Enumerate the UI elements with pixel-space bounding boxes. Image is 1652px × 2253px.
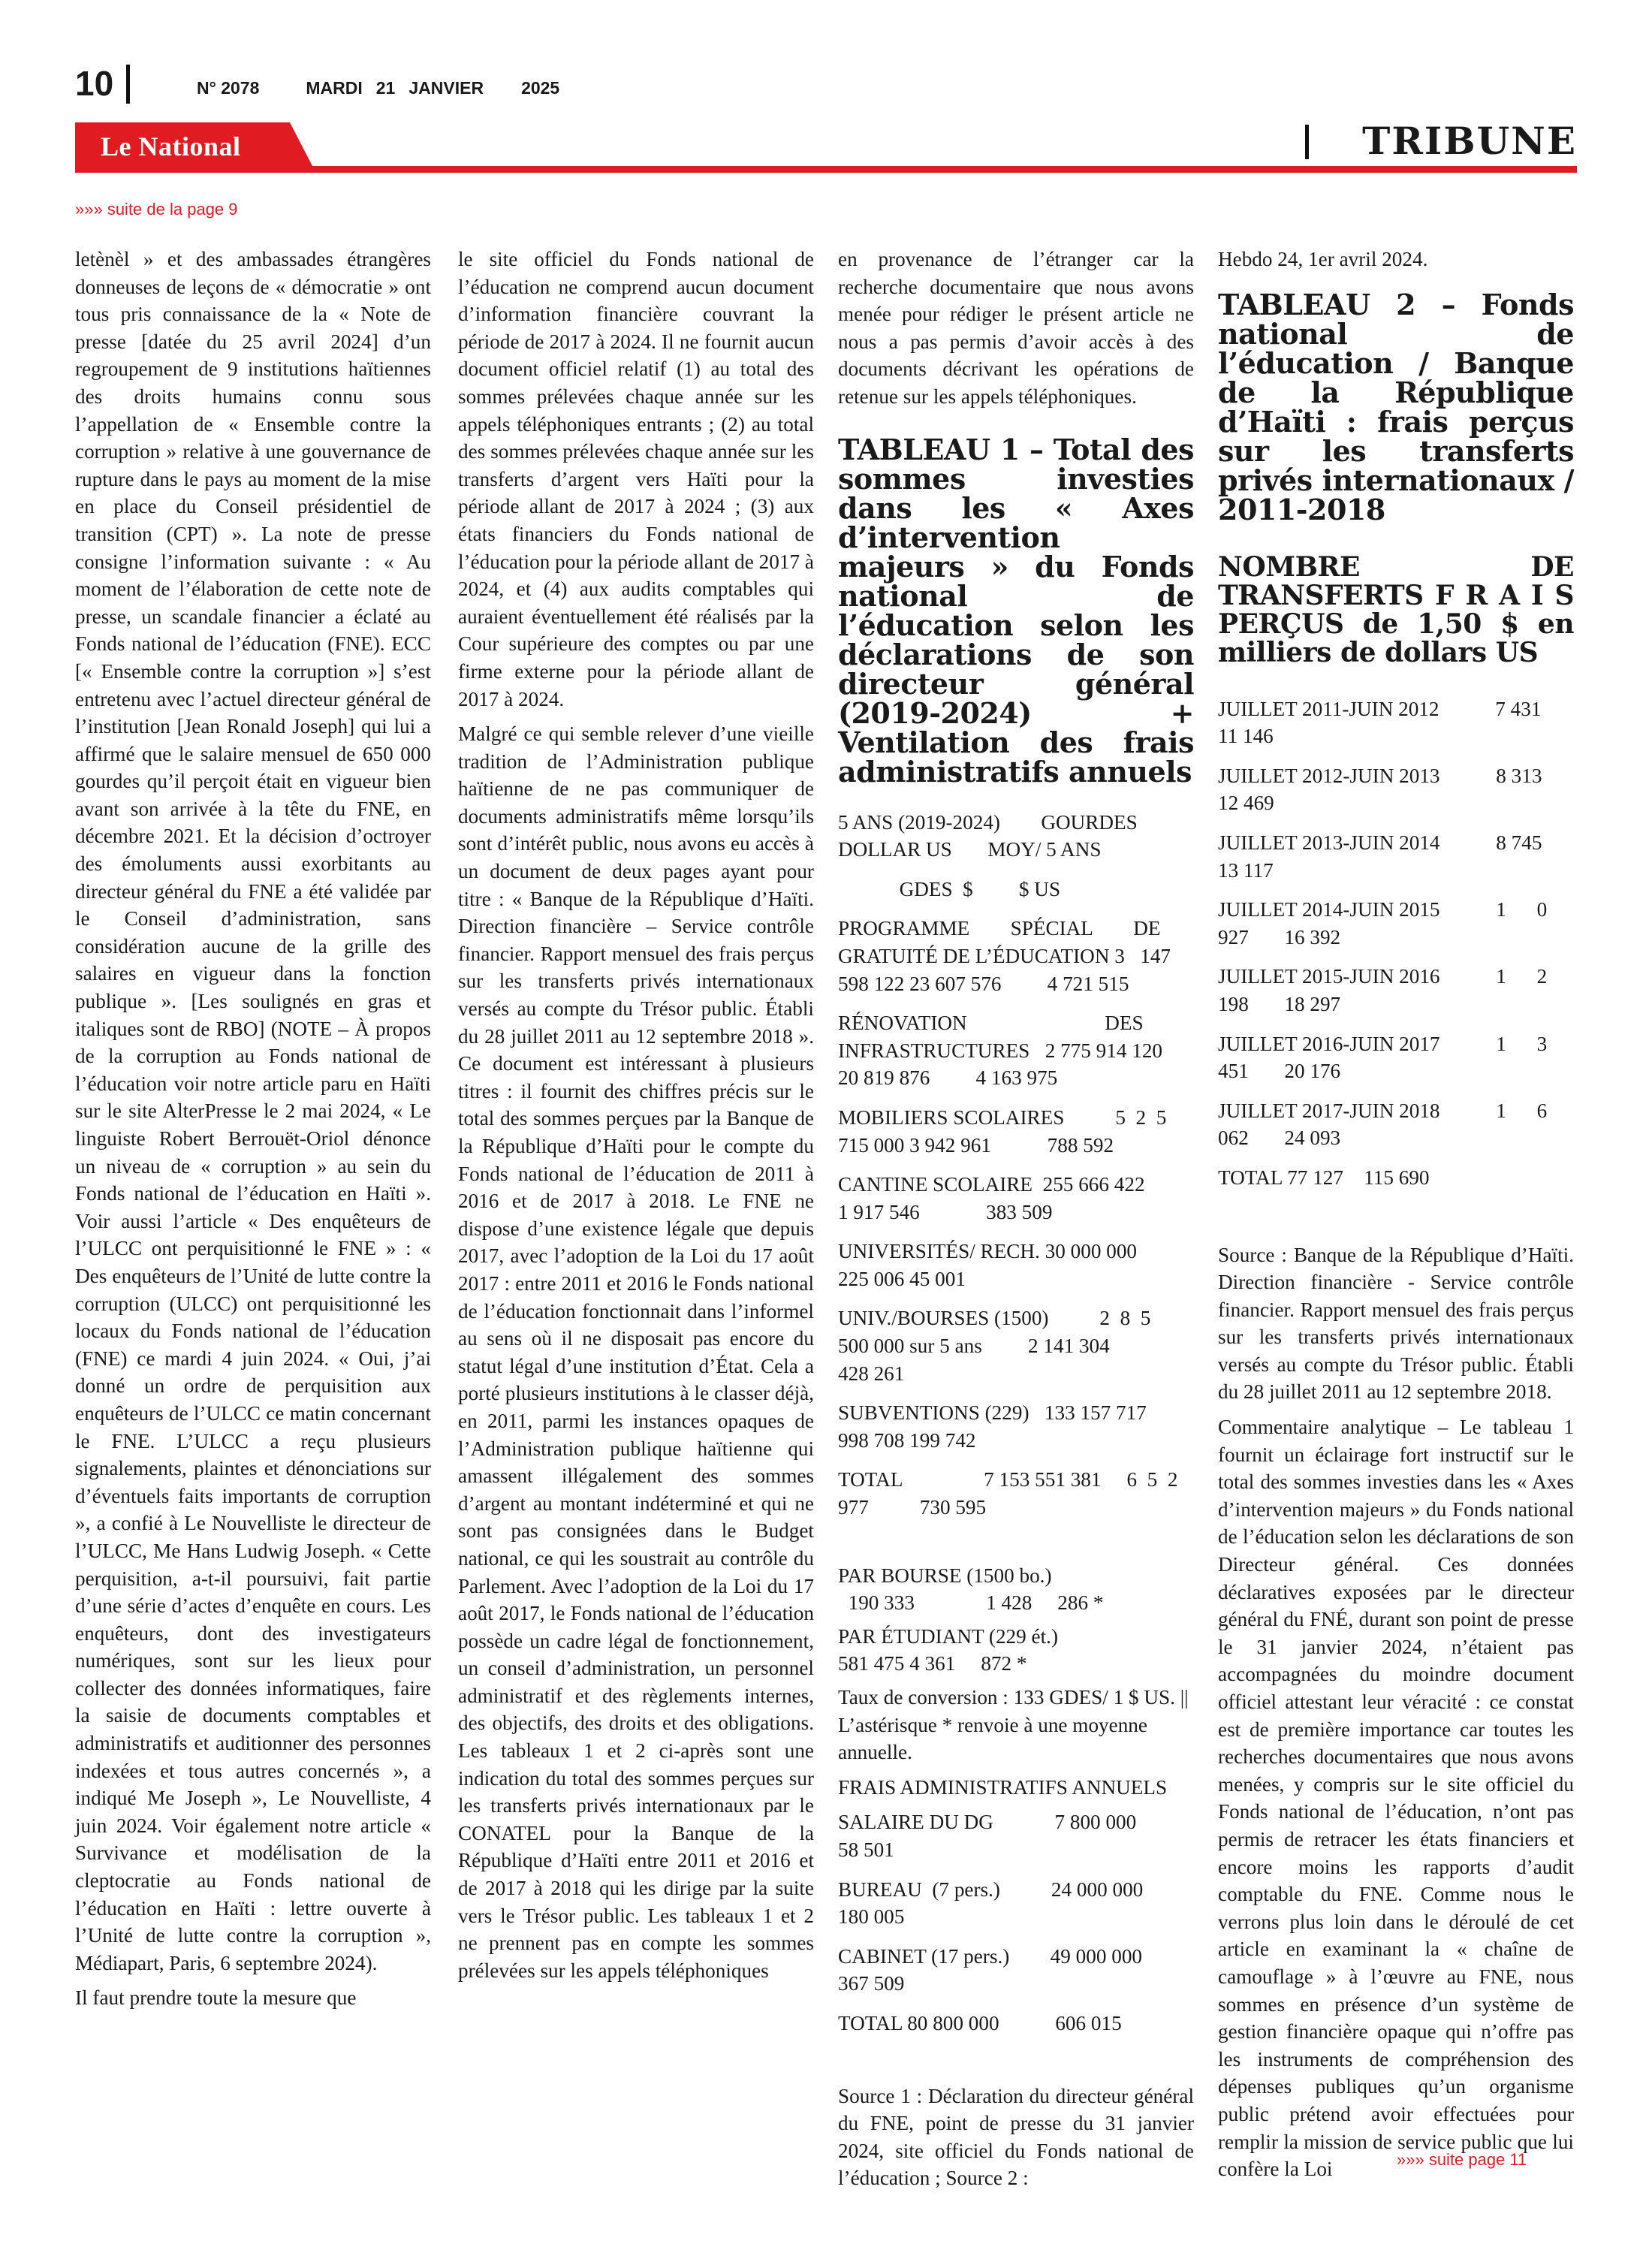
table-row: PROGRAMME SPÉCIAL DE GRATUITÉ DE L’ÉDUCATION 3 147 598 122 23 607 576 4 721 515 [838,917,1171,995]
table-row: SUBVENTIONS (229) 133 157 717 998 708 199 742 [838,1401,1147,1452]
paragraph: le site officiel du Fonds national de l’éducation ne comprend aucun document d’information financière couvrant la période de 2017 à 2024. Il ne fournit aucun document officiel relatif (1) au total des sommes prélevées chaque année sur les appels téléphoniques entrants ; (2) au total des sommes prélevées chaque année sur les transferts d’argent vers Haïti pour la période allant de 2017 à 2024 ; (3) aux états financiers du Fonds national de l’éducation pour la période allant de 2017 à 2024, et (4) aux audits comptables qui auraient éventuellement été réalisés par la Cour supérieure des comptes ou par une firme externe pour la période allant de 2017 à 2024. [458,248,814,710]
continued-from-link[interactable]: »»» suite de la page 9 [75,200,238,219]
paragraph: letènèl » et des ambassades étrangères donneuses de leçons de « démocratie » ont tous pris connaissance de la « Note de presse [datée du 25 avril 2024] d’un regroupement de 9 institutions haïtiennes des droits humains connu sous l’appellation de « Ensemble contre la corruption » relative à une gouvernance de rupture dans le pays au moment de la mise en place du Conseil présidentiel de transition (CPT) ». La note de presse consigne l’information suivante : « Au moment de l’élaboration de cette note de presse, un scandale financier a éclaté au Fonds national de l’éducation (FNE). ECC [« Ensemble contre la corruption »] s’est entretenu avec l’actuel directeur général de l’institution [Jean Ronald Joseph] qui lui a affirmé que le salaire mensuel de 650 000 gourdes qu’il perçoit était en vigueur bien avant son arrivée à la tête du FNE, en décembre 2021. Et la décision d’octroyer des émoluments aussi exorbitants au directeur général du FNE a été validée par le Conseil d’administration, sans considération aucune de la grille des salaires en vigueur dans la fonction publique ». [Les soulignés en gras et italiques sont de RBO] (NOTE – À propos de la corruption au Fonds national de l’éducation voir notre article paru en Haïti sur le site AlterPresse le 2 mai 2024, « Le linguiste Robert Berrouët-Oriol dénonce un niveau de « corruption » au sein du Fonds national de l’éducation en Haïti ». Voir aussi l’article « Des enquêteurs de l’ULCC ont perquisitionné le FNE » : « Des enquêteurs de l’Unité de lutte contre la corruption (ULCC) ont perquisitionné les locaux du Fonds national de l’éducation (FNE) ce mardi 4 juin 2024. « Oui, j’ai donné un ordre de perquisition aux enquêteurs de l’ULCC ce matin concernant le FNE. L’ULCC a reçu plusieurs signalements, plaintes et dénonciations sur d’éventuels faits importants de corruption », a confié à Le Nouvelliste le directeur de l’ULCC, Me Hans Ludwig Joseph. « Cette perquisition, a-t-il poursuivi, fait partie d’une série d’actes d’enquête en cours. Les enquêteurs, dont des investigateurs numériques, sont sur les lieux pour collecter des données informatiques, faire la saisie de documents comptables et administratifs et auditionner des personnes indexées et tous autres concernés », a indiqué Me Joseph », Le Nouvelliste, 4 juin 2024. Voir également notre article « Survivance et modélisation de la cleptocratie au Fonds national de l’éducation en Haïti : lettre ouverte à l’Unité de lutte contre la corruption », Médiapart, Paris, 6 septembre 2024). [75,248,431,1974]
table-row: TOTAL 7 153 551 381 6 5 2 977 730 595 [838,1468,1178,1519]
page-number-divider [126,65,130,104]
table-row: JUILLET 2012-JUIN 2013 8 313 12 469 [1218,764,1542,815]
newspaper-logo [75,122,312,166]
issue-number: N° 2078 [197,78,260,98]
table-row: JUILLET 2016-JUIN 2017 1 3 451 20 176 [1218,1032,1548,1083]
table-row: UNIVERSITÉS/ RECH. 30 000 000 225 006 45 001 [838,1240,1138,1290]
table-1 [838,809,1194,1522]
article-column-2 [458,246,814,1992]
table-row: JUILLET 2014-JUIN 2015 1 0 927 16 392 [1218,898,1548,949]
logo-text: Le National [101,131,241,161]
paragraph: Commentaire analytique – Le tableau 1 fournit un éclairage fort instructif sur le total des sommes investies dans les « Axes d’intervention majeurs » du Fonds national de l’éducation selon les déclarations de son Directeur général. Ces données déclaratives exposées par le directeur général du FNÉ, durant son point de presse le 31 janvier 2024, n’étaient pas accompagnées du moindre document officiel attestant leur véracité : ce constat est de première importance car toutes les recherches documentaires que nous avons menées, y compris sur le site officiel du Fonds national de l’éducation, n’ont pas permis de retracer les états financiers et encore moins les rapports d’audit comptable du FNE. Comme nous le verrons plus loin dans le déroulé de cet article en examinant la « chaîne de camouflage » à l’œuvre au FNE, nous sommes en présence d’un système de gestion financière opaque qui n’offre pas les instruments de compréhension des dépenses publiques qu’un organisme public prétend avoir effectuées pour remplir la mission de service public que lui confère la Loi [1218,1416,1574,2181]
paragraph: Il faut prendre toute la mesure que [75,1986,357,2010]
header-rule [75,166,1577,173]
spacer [838,2049,1194,2083]
table-row: BUREAU (7 pers.) 24 000 000 180 005 [838,1878,1144,1929]
table-2-source: Source : Banque de la République d’Haïti. Direction financière - Service contrôle financier. Rapport mensuel des frais perçus sur les transferts privés internationaux versés au compte du Trésor public. Établi du 28 juillet 2011 au 12 septembre 2018. [1218,1243,1574,1404]
issue-date: 21 [375,78,396,98]
table-row: PAR ÉTUDIANT (229 ét.) 581 475 4 361 872 * [838,1624,1059,1675]
paragraph: Malgré ce qui semble relever d’une vieille tradition de l’Administration publique haïtienne de ne pas communiquer de documents administratifs même lorsqu’ils sont d’intérêt public, nous avons eu accès à un document de deux pages ayant pour titre : « Banque de la République d’Haïti. Direction financière – Service contrôle financier. Rapport mensuel des frais perçus sur les transferts privés internationaux versés au compte du Trésor public. Établi du 28 juillet 2011 au 12 septembre 2018 ». Ce document est intéressant à plusieurs titres : il fournit des chiffres précis sur le total des sommes perçues par la Banque de la République d’Haïti pour le compte du Fonds national de l’éducation de 2011 à 2016 et de 2017 à 2018. Le FNE ne dispose d’une existence légale que depuis 2017, avec l’adoption de la Loi du 17 août 2017 : entre 2011 et 2016 le Fonds national de l’éducation fonctionnait dans l’informel au sens où il ne disposait pas encore du statut légal d’une institution d’État. Cela a porté plusieurs institutions à le classer déjà, en 2011, parmi les instances opaques de l’Administration publique haïtienne qui amassent illégalement des sommes d’argent au montant indéterminé et qui ne sont pas consignées dans le Budget national, ce qui les soustrait au contrôle du Parlement. Avec l’adoption de la Loi du 17 août 2017, le Fonds national de l’éducation possède un cadre légal de fonctionnement, un conseil d’administration, un personnel administratif et des règlements internes, des objectifs, des droits et des obligations. Les tableaux 1 et 2 ci-après sont une indication du total des sommes perçues sur les transferts privés internationaux par le CONATEL pour la Banque de la République d’Haïti entre 2011 et 2016 et de 2017 à 2018 qui les dirige par la suite vers le Trésor public. Les tableaux 1 et 2 ne prennent pas en compte les sommes prélevées sur les appels téléphoniques [458,722,814,1982]
issue-year: 2025 [521,78,560,98]
section-title: TRIBUNE [1362,119,1577,163]
table-2 [1218,695,1574,1192]
article-column-3 [838,246,1194,2200]
conversion-note: Taux de conversion : 133 GDES/ 1 $ US. || L’astérisque * renvoie à une moyenne annuelle. [838,1686,1189,1764]
table-1-source: Source 1 : Déclaration du directeur général du FNE, point de presse du 31 janvier 2024, site officiel du Fonds national de l’éducation ; Source 2 : [838,2084,1194,2190]
table-row: UNIV./BOURSES (1500) 2 8 5 500 000 sur 5 ans 2 141 304 428 261 [838,1307,1151,1385]
table-row: JUILLET 2011-JUIN 2012 7 431 11 146 [1218,697,1542,748]
admin-fees-table [838,1808,1194,2037]
table-row: CANTINE SCOLAIRE 255 666 422 1 917 546 383 509 [838,1173,1145,1223]
issue-day: MARDI [306,78,363,98]
spacer [1218,1204,1574,1241]
table-2-title: TABLEAU 2 – Fonds national de l’éducation / Banque de la République d’Haïti : frais perçus sur les transferts privés internationaux / 2011-2018 [1218,287,1574,526]
table-2-subtitle: NOMBRE DE TRANSFERTS F R A I S PERÇUS de 1,50 $ en milliers de dollars US [1218,550,1574,668]
table-row: JUILLET 2015-JUIN 2016 1 2 198 18 297 [1218,965,1548,1015]
table-row: TOTAL 77 127 115 690 [1218,1166,1430,1189]
table-row: MOBILIERS SCOLAIRES 5 2 5 715 000 3 942 961 788 592 [838,1105,1167,1157]
continued-to-link[interactable]: »»» suite page 11 [1397,2150,1527,2169]
table-row: 5 ANS (2019-2024) GOURDES DOLLAR US MOY/ 5 ANS [838,810,1138,861]
paragraph: en provenance de l’étranger car la recherche documentaire que nous avons menée pour rédiger le présent article ne nous a pas permis d’avoir accès à des documents décrivant les opérations de retenue sur les appels téléphoniques. [838,248,1194,408]
article-column-4 [1218,246,1574,2191]
article-column-1 [75,246,431,2019]
admin-fees-title: FRAIS ADMINISTRATIFS ANNUELS [838,1775,1168,1799]
section-divider [1305,125,1309,159]
table-row: SALAIRE DU DG 7 800 000 58 501 [838,1811,1137,1861]
issue-info [197,78,559,98]
spacer [838,1534,1194,1562]
issue-month: JANVIER [408,78,484,98]
paragraph: Hebdo 24, 1er avril 2024. [1218,248,1428,270]
table-1-title: TABLEAU 1 – Total des sommes investies dans les « Axes d’intervention majeurs » du Fonds national de l’éducation selon les déclarations de son directeur général (2019-2024) + Ventilation des frais administratifs annuels [838,432,1194,789]
table-row: RÉNOVATION DES INFRASTRUCTURES 2 775 914 120 20 819 876 4 163 975 [838,1012,1163,1090]
table-row: CABINET (17 pers.) 49 000 000 367 509 [838,1944,1143,1995]
table-row: JUILLET 2017-JUIN 2018 1 6 062 24 093 [1218,1099,1548,1150]
table-row: JUILLET 2013-JUIN 2014 8 745 13 117 [1218,831,1542,882]
page-number: 10 [75,64,114,103]
table-row: TOTAL 80 800 000 606 015 [838,2011,1122,2034]
table-row: GDES $ $ US [838,877,1061,900]
table-row: PAR BOURSE (1500 bo.) 190 333 1 428 286 * [838,1564,1104,1615]
